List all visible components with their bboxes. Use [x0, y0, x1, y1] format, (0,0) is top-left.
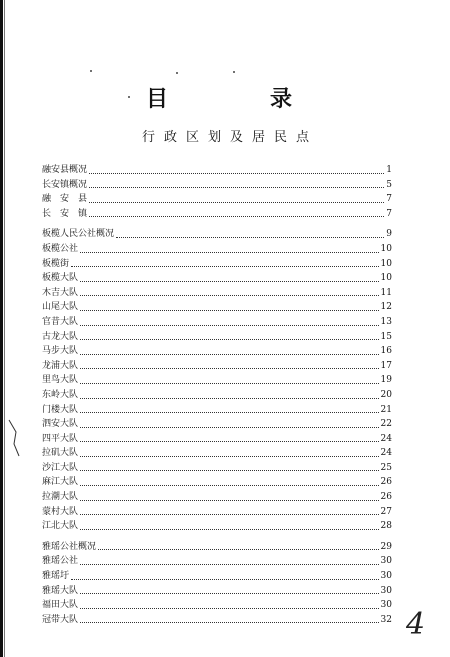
toc-entry-label: 长 安 镇 — [42, 208, 88, 219]
toc-entry-label: 木吉大队 — [42, 287, 79, 298]
toc-entry[interactable] — [42, 598, 392, 613]
toc-entry-label: 江北大队 — [42, 521, 79, 532]
scan-speck — [90, 70, 92, 72]
dot-leader — [116, 237, 384, 238]
toc-entry[interactable] — [42, 242, 392, 257]
toc-entry-label: 融 安 县 — [42, 194, 88, 205]
toc-entry[interactable] — [42, 446, 392, 461]
toc-entry[interactable] — [42, 403, 392, 418]
title-char-1: 目 — [146, 86, 169, 112]
dot-leader — [80, 412, 379, 413]
toc-entry-label: 雅瑶公社概况 — [42, 541, 97, 552]
dot-leader — [80, 252, 379, 253]
toc-entry[interactable] — [42, 330, 392, 345]
toc-entry-label: 四平大队 — [42, 433, 79, 444]
dot-leader — [80, 593, 379, 594]
dot-leader — [71, 579, 379, 580]
toc-entry[interactable] — [42, 271, 392, 286]
toc-entry-label: 沙江大队 — [42, 462, 79, 473]
toc-entry-page-number: 9 — [386, 229, 392, 240]
toc-entry-page-number: 26 — [380, 477, 392, 488]
dot-leader — [89, 216, 384, 217]
toc-entry[interactable] — [42, 257, 392, 272]
dot-leader — [80, 427, 379, 428]
dot-leader — [80, 368, 379, 369]
dot-leader — [80, 608, 379, 609]
toc-entry-page-number: 7 — [386, 208, 392, 219]
toc-entry[interactable] — [42, 359, 392, 374]
scan-speck — [176, 72, 178, 74]
toc-entry-page-number: 7 — [386, 194, 392, 205]
toc-entry-label: 山尾大队 — [42, 302, 79, 313]
toc-entry-page-number: 20 — [380, 389, 392, 400]
dot-leader — [89, 187, 384, 188]
dot-leader — [80, 325, 379, 326]
toc-entry-label: 马步大队 — [42, 346, 79, 357]
page-title — [0, 82, 450, 110]
toc-entry-label: 东岭大队 — [42, 389, 79, 400]
toc-entry[interactable] — [42, 300, 392, 315]
toc-entry-page-number: 10 — [380, 258, 392, 269]
title-char-2: 录 — [270, 86, 293, 112]
toc-entry[interactable] — [42, 519, 392, 534]
toc-entry[interactable] — [42, 163, 392, 178]
svg-text:4: 4 — [406, 607, 426, 640]
toc-entry[interactable] — [42, 432, 392, 447]
toc-entry[interactable] — [42, 388, 392, 403]
toc-entry-label: 蒙村大队 — [42, 506, 79, 517]
dot-leader — [80, 398, 379, 399]
scan-speck — [233, 71, 235, 73]
toc-entry-page-number: 26 — [380, 492, 392, 503]
dot-leader — [80, 500, 379, 501]
dot-leader — [80, 622, 379, 623]
handwritten-page-number — [402, 604, 432, 640]
toc-entry-page-number: 16 — [380, 346, 392, 357]
toc-entry-page-number: 27 — [380, 506, 392, 517]
toc-entry-page-number: 19 — [380, 375, 392, 386]
dot-leader — [80, 456, 379, 457]
toc-entry[interactable] — [42, 344, 392, 359]
toc-entry[interactable] — [42, 613, 392, 628]
toc-entry-page-number: 17 — [380, 360, 392, 371]
toc-group — [42, 540, 392, 628]
toc-entry[interactable] — [42, 315, 392, 330]
toc-entry-page-number: 10 — [380, 273, 392, 284]
toc-entry-label: 福田大队 — [42, 600, 79, 611]
toc-entry-page-number: 21 — [380, 404, 392, 415]
dot-leader — [89, 173, 384, 174]
toc-entry-page-number: 24 — [380, 448, 392, 459]
toc-entry-label: 雅瑶公社 — [42, 556, 79, 567]
dot-leader — [80, 383, 379, 384]
toc-entry-label: 板榄人民公社概况 — [42, 229, 115, 240]
toc-entry[interactable] — [42, 584, 392, 599]
toc-entry[interactable] — [42, 373, 392, 388]
toc-entry-label: 拉矶大队 — [42, 448, 79, 459]
toc-entry-page-number: 30 — [380, 556, 392, 567]
dot-leader — [80, 354, 379, 355]
toc-entry-page-number: 11 — [380, 287, 392, 298]
section-subtitle: 行政区划及居民点 — [141, 130, 318, 145]
toc-entry-page-number: 30 — [380, 600, 392, 611]
toc-entry-page-number: 25 — [380, 462, 392, 473]
toc-entry-page-number: 5 — [386, 179, 392, 190]
toc-entry[interactable] — [42, 475, 392, 490]
toc-entry-label: 冠带大队 — [42, 614, 79, 625]
dot-leader — [89, 202, 384, 203]
toc-entry-page-number: 29 — [380, 541, 392, 552]
toc-group — [42, 227, 392, 533]
toc-entry[interactable] — [42, 192, 392, 207]
toc-entry-label: 长安镇概况 — [42, 179, 88, 190]
dot-leader — [80, 339, 379, 340]
toc-entry-label: 古龙大队 — [42, 331, 79, 342]
toc-entry-label: 泗安大队 — [42, 419, 79, 430]
scan-speck — [128, 96, 130, 98]
dot-leader — [80, 514, 379, 515]
toc-entry[interactable] — [42, 490, 392, 505]
toc-entry-page-number: 10 — [380, 243, 392, 254]
dot-leader — [80, 310, 379, 311]
toc-entry[interactable] — [42, 286, 392, 301]
toc-entry-page-number: 13 — [380, 316, 392, 327]
toc-entry-page-number: 12 — [380, 302, 392, 313]
toc-entry-page-number: 24 — [380, 433, 392, 444]
dot-leader — [80, 470, 379, 471]
toc-entry-page-number: 1 — [386, 165, 392, 175]
dot-leader — [80, 441, 379, 442]
toc-entry[interactable] — [42, 569, 392, 584]
table-of-contents — [42, 163, 392, 627]
toc-entry[interactable] — [42, 417, 392, 432]
toc-entry[interactable] — [42, 554, 392, 569]
toc-entry[interactable] — [42, 227, 392, 242]
toc-entry-label: 麻江大队 — [42, 477, 79, 488]
dot-leader — [80, 564, 379, 565]
toc-entry-label: 官昔大队 — [42, 316, 79, 327]
toc-entry-page-number: 30 — [380, 571, 392, 582]
toc-entry-label: 雅瑶圩 — [42, 571, 70, 582]
toc-entry[interactable] — [42, 505, 392, 520]
toc-entry[interactable] — [42, 461, 392, 476]
toc-entry-page-number: 15 — [380, 331, 392, 342]
toc-entry-label: 拉潮大队 — [42, 492, 79, 503]
toc-entry-page-number: 32 — [380, 614, 392, 625]
toc-entry[interactable] — [42, 178, 392, 193]
toc-entry-label: 雅瑶大队 — [42, 585, 79, 596]
dot-leader — [80, 295, 379, 296]
dot-leader — [80, 529, 379, 530]
dot-leader — [98, 549, 379, 550]
toc-entry-page-number: 22 — [380, 419, 392, 430]
dot-leader — [80, 485, 379, 486]
toc-entry-label: 板榄大队 — [42, 273, 79, 284]
dot-leader — [80, 281, 379, 282]
toc-entry[interactable] — [42, 540, 392, 555]
toc-entry-label: 龙浦大队 — [42, 360, 79, 371]
toc-entry-label: 板榄公社 — [42, 243, 79, 254]
toc-entry-label: 融安县概况 — [42, 165, 88, 175]
scan-mark — [8, 418, 22, 458]
toc-entry-label: 里鸟大队 — [42, 375, 79, 386]
toc-entry-label: 板榄街 — [42, 258, 70, 269]
dot-leader — [71, 266, 379, 267]
toc-entry-page-number: 30 — [380, 585, 392, 596]
toc-group — [42, 163, 392, 221]
toc-entry[interactable] — [42, 207, 392, 222]
toc-entry-label: 门楼大队 — [42, 404, 79, 415]
toc-entry-page-number: 28 — [380, 521, 392, 532]
